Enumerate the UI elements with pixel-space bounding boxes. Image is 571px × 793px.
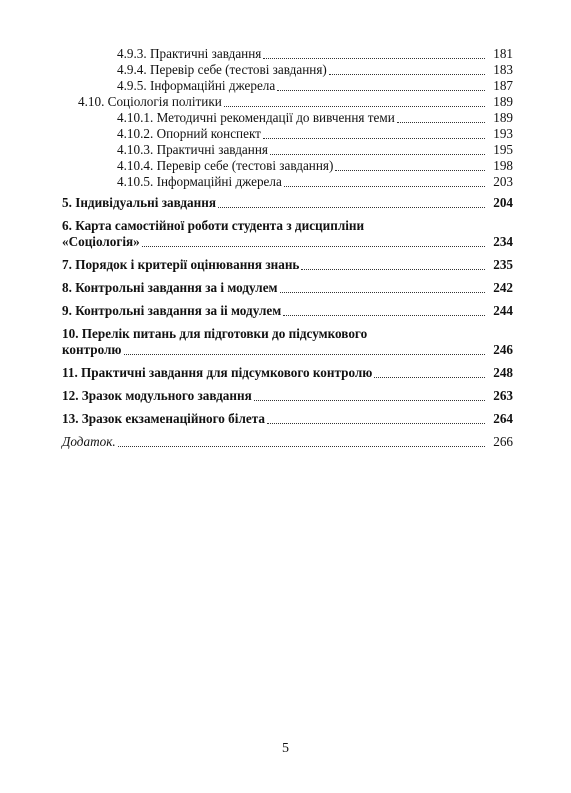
dot-leader: [277, 89, 485, 91]
toc-entry[interactable]: [62, 257, 513, 273]
toc-entry[interactable]: [62, 142, 513, 158]
dot-leader: [118, 445, 485, 447]
dot-leader: [254, 399, 485, 401]
toc-entry-title-line1: 10. Перелік питань для підготовки до підсумкового: [62, 326, 368, 341]
toc-entry[interactable]: [62, 126, 513, 142]
toc-entry-page: 263: [493, 388, 513, 403]
toc-entry[interactable]: [62, 158, 513, 174]
toc-entry[interactable]: [62, 326, 513, 358]
dot-leader: [284, 185, 485, 187]
toc-entry-title: 5. Індивідуальні завдання: [62, 195, 216, 210]
toc-entry-page: 266: [493, 434, 513, 449]
toc-entry-title: «Соціологія»: [62, 234, 140, 249]
dot-leader: [335, 169, 485, 171]
toc-entry-page: 193: [493, 126, 513, 141]
toc-entry[interactable]: [62, 46, 513, 62]
toc-entry-title: 9. Контрольні завдання за іі модулем: [62, 303, 282, 318]
toc-entry-title: 4.9.3. Практичні завдання: [117, 46, 262, 61]
toc-entry-title: 4.10.3. Практичні завдання: [117, 142, 268, 157]
toc-entry-title: 4.10.2. Опорний конспект: [117, 126, 261, 141]
toc-entry-title: 4.10.4. Перевір себе (тестові завдання): [117, 158, 334, 173]
toc-entry-page: 234: [493, 234, 513, 249]
toc-entry[interactable]: [62, 303, 513, 319]
toc-entry-title: 8. Контрольні завдання за і модулем: [62, 280, 278, 295]
toc-entry[interactable]: [62, 411, 513, 427]
toc-entry[interactable]: [62, 174, 513, 190]
dot-leader: [267, 422, 485, 424]
dot-leader: [301, 268, 485, 270]
toc-entry-title: 7. Порядок і критерії оцінювання знань: [62, 257, 300, 272]
toc-entry[interactable]: [62, 434, 513, 450]
toc-entry[interactable]: [62, 62, 513, 78]
toc-entry[interactable]: [62, 78, 513, 94]
toc-entry-title-line1: 6. Карта самостійної роботи студента з дисципліни: [62, 218, 365, 233]
toc-entry-title: 12. Зразок модульного завдання: [62, 388, 252, 403]
toc-entry[interactable]: [62, 365, 513, 381]
toc-entry-title: 11. Практичні завдання для підсумкового контролю: [62, 365, 373, 380]
page-number: 5: [282, 741, 289, 756]
toc-entry[interactable]: [62, 195, 513, 211]
toc-entry-page: 195: [493, 142, 513, 157]
toc-entry-title: 4.10.5. Інформаційні джерела: [117, 174, 282, 189]
toc-entry-title: 4.9.5. Інформаційні джерела: [117, 78, 276, 93]
toc-entry-title: контролю: [62, 342, 122, 357]
toc-entry-title: Додаток.: [62, 434, 116, 449]
dot-leader: [124, 353, 486, 355]
toc-entry[interactable]: [62, 280, 513, 296]
toc-entry[interactable]: [62, 388, 513, 404]
table-of-contents: [62, 46, 513, 450]
toc-entry[interactable]: [62, 110, 513, 126]
toc-entry-page: 242: [493, 280, 513, 295]
toc-entry-page: 244: [493, 303, 513, 318]
toc-entry-page: 198: [493, 158, 513, 173]
toc-entry-page: 248: [493, 365, 513, 380]
dot-leader: [224, 105, 485, 107]
dot-leader: [218, 206, 485, 208]
dot-leader: [329, 73, 485, 75]
dot-leader: [270, 153, 485, 155]
toc-entry-page: 189: [493, 110, 513, 125]
toc-entry-page: 235: [493, 257, 513, 272]
dot-leader: [263, 57, 485, 59]
toc-entry-page: 189: [493, 94, 513, 109]
toc-entry-page: 204: [493, 195, 513, 210]
toc-entry-page: 183: [493, 62, 513, 77]
toc-entry-title: 4.10.1. Методичні рекомендації до вивчення теми: [117, 110, 395, 125]
toc-entry-title: 4.10. Соціологія політики: [78, 94, 222, 109]
toc-entry[interactable]: [62, 94, 513, 110]
toc-entry[interactable]: [62, 218, 513, 250]
toc-entry-page: 264: [493, 411, 513, 426]
toc-entry-page: 246: [493, 342, 513, 357]
toc-entry-page: 203: [493, 174, 513, 189]
dot-leader: [263, 137, 485, 139]
toc-entry-title: 13. Зразок екзаменаційного білета: [62, 411, 265, 426]
dot-leader: [142, 245, 485, 247]
dot-leader: [397, 121, 485, 123]
dot-leader: [374, 376, 485, 378]
toc-entry-title: 4.9.4. Перевір себе (тестові завдання): [117, 62, 327, 77]
toc-entry-page: 181: [493, 46, 513, 61]
toc-entry-page: 187: [493, 78, 513, 93]
dot-leader: [280, 291, 485, 293]
dot-leader: [283, 314, 485, 316]
